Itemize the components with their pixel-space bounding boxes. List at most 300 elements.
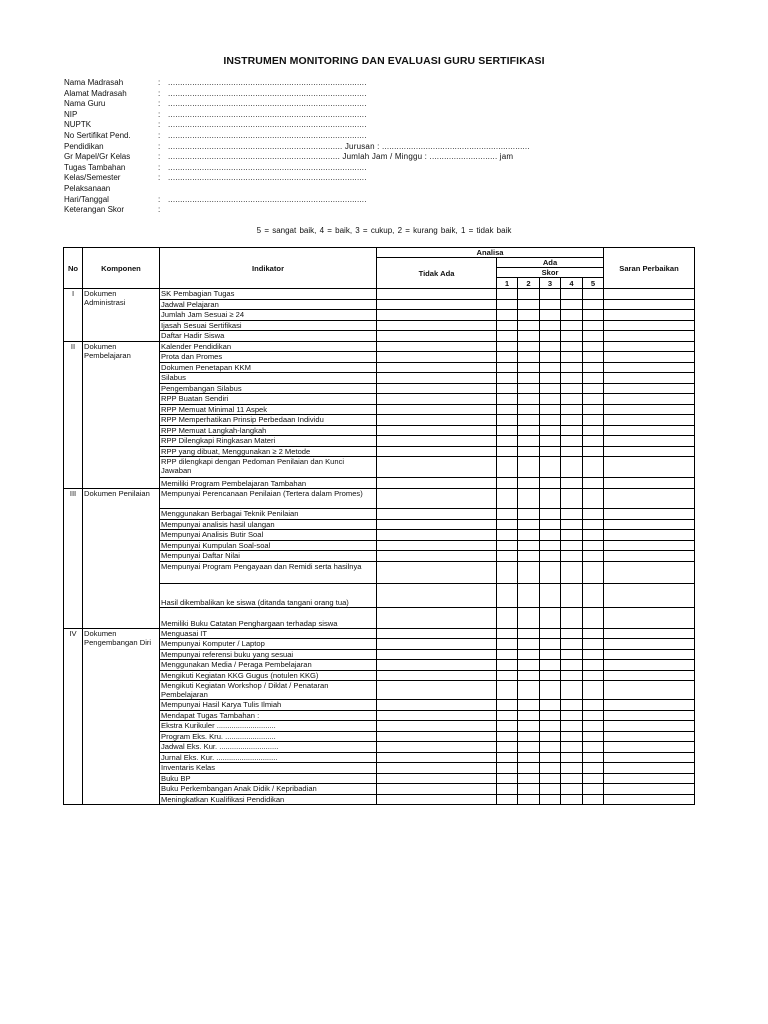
score-5-cell[interactable] — [583, 341, 604, 352]
score-4-cell[interactable] — [561, 331, 583, 342]
score-1-cell[interactable] — [497, 530, 518, 541]
score-2-cell[interactable] — [518, 352, 540, 363]
score-2-cell[interactable] — [518, 415, 540, 426]
tidak-ada-cell[interactable] — [377, 721, 497, 732]
score-4-cell[interactable] — [561, 752, 583, 763]
identity-value[interactable]: ....................................................................... Jumlah Jam / Minggu : ............................ jam — [168, 152, 514, 162]
saran-cell[interactable] — [604, 700, 695, 711]
saran-cell[interactable] — [604, 478, 695, 489]
identity-value[interactable]: .................................................................................. — [168, 130, 367, 140]
saran-cell[interactable] — [604, 436, 695, 447]
tidak-ada-cell[interactable] — [377, 289, 497, 300]
identity-value[interactable]: .................................................................................. — [168, 109, 367, 119]
score-5-cell[interactable] — [583, 310, 604, 321]
tidak-ada-cell[interactable] — [377, 320, 497, 331]
saran-cell[interactable] — [604, 373, 695, 384]
score-4-cell[interactable] — [561, 509, 583, 520]
score-1-cell[interactable] — [497, 731, 518, 742]
saran-cell[interactable] — [604, 383, 695, 394]
score-4-cell[interactable] — [561, 721, 583, 732]
score-1-cell[interactable] — [497, 681, 518, 700]
saran-cell[interactable] — [604, 446, 695, 457]
score-2-cell[interactable] — [518, 742, 540, 753]
score-4-cell[interactable] — [561, 425, 583, 436]
tidak-ada-cell[interactable] — [377, 436, 497, 447]
score-3-cell[interactable] — [540, 530, 561, 541]
score-3-cell[interactable] — [540, 509, 561, 520]
score-2-cell[interactable] — [518, 425, 540, 436]
score-2-cell[interactable] — [518, 784, 540, 795]
tidak-ada-cell[interactable] — [377, 639, 497, 650]
saran-cell[interactable] — [604, 404, 695, 415]
score-5-cell[interactable] — [583, 607, 604, 628]
tidak-ada-cell[interactable] — [377, 530, 497, 541]
score-5-cell[interactable] — [583, 489, 604, 509]
saran-cell[interactable] — [604, 773, 695, 784]
score-1-cell[interactable] — [497, 607, 518, 628]
score-3-cell[interactable] — [540, 551, 561, 562]
score-2-cell[interactable] — [518, 731, 540, 742]
saran-cell[interactable] — [604, 457, 695, 478]
score-2-cell[interactable] — [518, 519, 540, 530]
score-1-cell[interactable] — [497, 373, 518, 384]
score-5-cell[interactable] — [583, 436, 604, 447]
score-4-cell[interactable] — [561, 583, 583, 607]
score-3-cell[interactable] — [540, 649, 561, 660]
score-3-cell[interactable] — [540, 362, 561, 373]
score-4-cell[interactable] — [561, 457, 583, 478]
score-3-cell[interactable] — [540, 540, 561, 551]
score-1-cell[interactable] — [497, 446, 518, 457]
score-1-cell[interactable] — [497, 649, 518, 660]
score-5-cell[interactable] — [583, 530, 604, 541]
score-2-cell[interactable] — [518, 583, 540, 607]
tidak-ada-cell[interactable] — [377, 784, 497, 795]
score-2-cell[interactable] — [518, 540, 540, 551]
score-4-cell[interactable] — [561, 404, 583, 415]
identity-value[interactable]: .................................................................................. — [168, 88, 367, 98]
score-5-cell[interactable] — [583, 660, 604, 671]
score-2-cell[interactable] — [518, 794, 540, 805]
score-3-cell[interactable] — [540, 331, 561, 342]
tidak-ada-cell[interactable] — [377, 561, 497, 583]
score-3-cell[interactable] — [540, 415, 561, 426]
score-3-cell[interactable] — [540, 320, 561, 331]
score-1-cell[interactable] — [497, 404, 518, 415]
score-3-cell[interactable] — [540, 489, 561, 509]
score-1-cell[interactable] — [497, 540, 518, 551]
saran-cell[interactable] — [604, 681, 695, 700]
tidak-ada-cell[interactable] — [377, 607, 497, 628]
score-2-cell[interactable] — [518, 373, 540, 384]
score-2-cell[interactable] — [518, 628, 540, 639]
score-2-cell[interactable] — [518, 478, 540, 489]
saran-cell[interactable] — [604, 721, 695, 732]
score-4-cell[interactable] — [561, 639, 583, 650]
score-1-cell[interactable] — [497, 394, 518, 405]
score-1-cell[interactable] — [497, 660, 518, 671]
score-1-cell[interactable] — [497, 489, 518, 509]
score-1-cell[interactable] — [497, 752, 518, 763]
tidak-ada-cell[interactable] — [377, 509, 497, 520]
tidak-ada-cell[interactable] — [377, 583, 497, 607]
score-3-cell[interactable] — [540, 404, 561, 415]
score-3-cell[interactable] — [540, 425, 561, 436]
score-1-cell[interactable] — [497, 509, 518, 520]
score-1-cell[interactable] — [497, 457, 518, 478]
score-3-cell[interactable] — [540, 289, 561, 300]
score-3-cell[interactable] — [540, 731, 561, 742]
score-5-cell[interactable] — [583, 289, 604, 300]
identity-value[interactable]: ........................................................................ Jurusan : ............................................................. — [168, 141, 530, 151]
score-5-cell[interactable] — [583, 681, 604, 700]
score-3-cell[interactable] — [540, 721, 561, 732]
saran-cell[interactable] — [604, 341, 695, 352]
score-3-cell[interactable] — [540, 794, 561, 805]
score-2-cell[interactable] — [518, 383, 540, 394]
saran-cell[interactable] — [604, 742, 695, 753]
saran-cell[interactable] — [604, 425, 695, 436]
score-2-cell[interactable] — [518, 710, 540, 721]
tidak-ada-cell[interactable] — [377, 742, 497, 753]
score-5-cell[interactable] — [583, 331, 604, 342]
score-1-cell[interactable] — [497, 721, 518, 732]
tidak-ada-cell[interactable] — [377, 478, 497, 489]
score-3-cell[interactable] — [540, 660, 561, 671]
score-5-cell[interactable] — [583, 352, 604, 363]
score-4-cell[interactable] — [561, 660, 583, 671]
identity-value[interactable]: .................................................................................. — [168, 173, 367, 183]
score-1-cell[interactable] — [497, 478, 518, 489]
saran-cell[interactable] — [604, 320, 695, 331]
score-4-cell[interactable] — [561, 362, 583, 373]
saran-cell[interactable] — [604, 583, 695, 607]
score-4-cell[interactable] — [561, 415, 583, 426]
score-1-cell[interactable] — [497, 639, 518, 650]
identity-value[interactable]: .................................................................................. — [168, 194, 367, 204]
score-4-cell[interactable] — [561, 289, 583, 300]
score-1-cell[interactable] — [497, 794, 518, 805]
tidak-ada-cell[interactable] — [377, 710, 497, 721]
score-3-cell[interactable] — [540, 519, 561, 530]
score-2-cell[interactable] — [518, 394, 540, 405]
saran-cell[interactable] — [604, 415, 695, 426]
tidak-ada-cell[interactable] — [377, 773, 497, 784]
score-2-cell[interactable] — [518, 310, 540, 321]
saran-cell[interactable] — [604, 299, 695, 310]
score-2-cell[interactable] — [518, 530, 540, 541]
score-1-cell[interactable] — [497, 352, 518, 363]
score-4-cell[interactable] — [561, 649, 583, 660]
score-1-cell[interactable] — [497, 310, 518, 321]
score-2-cell[interactable] — [518, 773, 540, 784]
tidak-ada-cell[interactable] — [377, 670, 497, 681]
score-3-cell[interactable] — [540, 383, 561, 394]
score-5-cell[interactable] — [583, 794, 604, 805]
score-4-cell[interactable] — [561, 446, 583, 457]
score-2-cell[interactable] — [518, 457, 540, 478]
score-3-cell[interactable] — [540, 446, 561, 457]
saran-cell[interactable] — [604, 394, 695, 405]
saran-cell[interactable] — [604, 660, 695, 671]
saran-cell[interactable] — [604, 752, 695, 763]
score-2-cell[interactable] — [518, 341, 540, 352]
score-4-cell[interactable] — [561, 320, 583, 331]
score-5-cell[interactable] — [583, 639, 604, 650]
score-2-cell[interactable] — [518, 299, 540, 310]
score-2-cell[interactable] — [518, 752, 540, 763]
score-3-cell[interactable] — [540, 299, 561, 310]
score-2-cell[interactable] — [518, 446, 540, 457]
score-5-cell[interactable] — [583, 404, 604, 415]
score-5-cell[interactable] — [583, 628, 604, 639]
saran-cell[interactable] — [604, 551, 695, 562]
identity-value[interactable]: .................................................................................. — [168, 78, 367, 87]
tidak-ada-cell[interactable] — [377, 752, 497, 763]
score-5-cell[interactable] — [583, 478, 604, 489]
tidak-ada-cell[interactable] — [377, 763, 497, 774]
score-3-cell[interactable] — [540, 436, 561, 447]
score-5-cell[interactable] — [583, 299, 604, 310]
saran-cell[interactable] — [604, 331, 695, 342]
score-2-cell[interactable] — [518, 649, 540, 660]
tidak-ada-cell[interactable] — [377, 519, 497, 530]
score-4-cell[interactable] — [561, 700, 583, 711]
score-2-cell[interactable] — [518, 561, 540, 583]
score-5-cell[interactable] — [583, 551, 604, 562]
score-5-cell[interactable] — [583, 415, 604, 426]
score-5-cell[interactable] — [583, 446, 604, 457]
score-3-cell[interactable] — [540, 373, 561, 384]
score-2-cell[interactable] — [518, 607, 540, 628]
score-5-cell[interactable] — [583, 773, 604, 784]
score-1-cell[interactable] — [497, 425, 518, 436]
saran-cell[interactable] — [604, 731, 695, 742]
saran-cell[interactable] — [604, 710, 695, 721]
score-4-cell[interactable] — [561, 670, 583, 681]
score-4-cell[interactable] — [561, 784, 583, 795]
score-1-cell[interactable] — [497, 784, 518, 795]
saran-cell[interactable] — [604, 763, 695, 774]
score-4-cell[interactable] — [561, 310, 583, 321]
score-2-cell[interactable] — [518, 362, 540, 373]
tidak-ada-cell[interactable] — [377, 352, 497, 363]
score-5-cell[interactable] — [583, 731, 604, 742]
score-4-cell[interactable] — [561, 394, 583, 405]
score-5-cell[interactable] — [583, 509, 604, 520]
score-4-cell[interactable] — [561, 540, 583, 551]
score-1-cell[interactable] — [497, 320, 518, 331]
score-3-cell[interactable] — [540, 784, 561, 795]
score-5-cell[interactable] — [583, 649, 604, 660]
saran-cell[interactable] — [604, 519, 695, 530]
tidak-ada-cell[interactable] — [377, 681, 497, 700]
score-1-cell[interactable] — [497, 383, 518, 394]
score-2-cell[interactable] — [518, 763, 540, 774]
score-5-cell[interactable] — [583, 561, 604, 583]
saran-cell[interactable] — [604, 670, 695, 681]
score-1-cell[interactable] — [497, 670, 518, 681]
score-4-cell[interactable] — [561, 763, 583, 774]
score-4-cell[interactable] — [561, 628, 583, 639]
score-4-cell[interactable] — [561, 561, 583, 583]
tidak-ada-cell[interactable] — [377, 415, 497, 426]
identity-value[interactable]: .................................................................................. — [168, 162, 367, 172]
saran-cell[interactable] — [604, 607, 695, 628]
tidak-ada-cell[interactable] — [377, 310, 497, 321]
score-5-cell[interactable] — [583, 784, 604, 795]
identity-value[interactable] — [168, 205, 564, 216]
tidak-ada-cell[interactable] — [377, 540, 497, 551]
score-5-cell[interactable] — [583, 519, 604, 530]
tidak-ada-cell[interactable] — [377, 373, 497, 384]
score-5-cell[interactable] — [583, 373, 604, 384]
score-1-cell[interactable] — [497, 289, 518, 300]
score-4-cell[interactable] — [561, 773, 583, 784]
score-4-cell[interactable] — [561, 436, 583, 447]
score-1-cell[interactable] — [497, 742, 518, 753]
score-5-cell[interactable] — [583, 540, 604, 551]
score-3-cell[interactable] — [540, 773, 561, 784]
score-4-cell[interactable] — [561, 681, 583, 700]
score-1-cell[interactable] — [497, 331, 518, 342]
saran-cell[interactable] — [604, 530, 695, 541]
score-3-cell[interactable] — [540, 457, 561, 478]
saran-cell[interactable] — [604, 649, 695, 660]
saran-cell[interactable] — [604, 352, 695, 363]
score-2-cell[interactable] — [518, 660, 540, 671]
score-3-cell[interactable] — [540, 742, 561, 753]
score-2-cell[interactable] — [518, 721, 540, 732]
score-2-cell[interactable] — [518, 289, 540, 300]
score-3-cell[interactable] — [540, 394, 561, 405]
tidak-ada-cell[interactable] — [377, 299, 497, 310]
tidak-ada-cell[interactable] — [377, 446, 497, 457]
identity-value[interactable] — [168, 184, 564, 195]
score-4-cell[interactable] — [561, 710, 583, 721]
score-3-cell[interactable] — [540, 561, 561, 583]
score-1-cell[interactable] — [497, 763, 518, 774]
score-3-cell[interactable] — [540, 752, 561, 763]
tidak-ada-cell[interactable] — [377, 404, 497, 415]
score-4-cell[interactable] — [561, 742, 583, 753]
score-3-cell[interactable] — [540, 628, 561, 639]
saran-cell[interactable] — [604, 784, 695, 795]
saran-cell[interactable] — [604, 561, 695, 583]
score-5-cell[interactable] — [583, 710, 604, 721]
score-5-cell[interactable] — [583, 670, 604, 681]
score-1-cell[interactable] — [497, 628, 518, 639]
saran-cell[interactable] — [604, 310, 695, 321]
score-4-cell[interactable] — [561, 551, 583, 562]
score-5-cell[interactable] — [583, 362, 604, 373]
score-1-cell[interactable] — [497, 583, 518, 607]
score-2-cell[interactable] — [518, 331, 540, 342]
saran-cell[interactable] — [604, 489, 695, 509]
score-5-cell[interactable] — [583, 383, 604, 394]
score-3-cell[interactable] — [540, 763, 561, 774]
score-1-cell[interactable] — [497, 341, 518, 352]
score-5-cell[interactable] — [583, 457, 604, 478]
tidak-ada-cell[interactable] — [377, 660, 497, 671]
tidak-ada-cell[interactable] — [377, 331, 497, 342]
score-4-cell[interactable] — [561, 731, 583, 742]
score-5-cell[interactable] — [583, 721, 604, 732]
tidak-ada-cell[interactable] — [377, 394, 497, 405]
saran-cell[interactable] — [604, 628, 695, 639]
score-2-cell[interactable] — [518, 436, 540, 447]
tidak-ada-cell[interactable] — [377, 551, 497, 562]
tidak-ada-cell[interactable] — [377, 383, 497, 394]
score-5-cell[interactable] — [583, 583, 604, 607]
score-2-cell[interactable] — [518, 700, 540, 711]
saran-cell[interactable] — [604, 540, 695, 551]
score-2-cell[interactable] — [518, 681, 540, 700]
score-5-cell[interactable] — [583, 394, 604, 405]
score-1-cell[interactable] — [497, 362, 518, 373]
score-3-cell[interactable] — [540, 681, 561, 700]
score-4-cell[interactable] — [561, 478, 583, 489]
score-4-cell[interactable] — [561, 383, 583, 394]
score-1-cell[interactable] — [497, 700, 518, 711]
score-1-cell[interactable] — [497, 773, 518, 784]
saran-cell[interactable] — [604, 362, 695, 373]
score-4-cell[interactable] — [561, 341, 583, 352]
identity-value[interactable]: .................................................................................. — [168, 120, 367, 130]
score-3-cell[interactable] — [540, 310, 561, 321]
score-3-cell[interactable] — [540, 341, 561, 352]
score-2-cell[interactable] — [518, 404, 540, 415]
score-4-cell[interactable] — [561, 607, 583, 628]
score-3-cell[interactable] — [540, 700, 561, 711]
tidak-ada-cell[interactable] — [377, 489, 497, 509]
score-4-cell[interactable] — [561, 489, 583, 509]
saran-cell[interactable] — [604, 639, 695, 650]
score-1-cell[interactable] — [497, 436, 518, 447]
saran-cell[interactable] — [604, 289, 695, 300]
score-5-cell[interactable] — [583, 752, 604, 763]
score-5-cell[interactable] — [583, 320, 604, 331]
score-3-cell[interactable] — [540, 583, 561, 607]
score-1-cell[interactable] — [497, 299, 518, 310]
tidak-ada-cell[interactable] — [377, 649, 497, 660]
score-4-cell[interactable] — [561, 530, 583, 541]
score-4-cell[interactable] — [561, 352, 583, 363]
tidak-ada-cell[interactable] — [377, 700, 497, 711]
tidak-ada-cell[interactable] — [377, 425, 497, 436]
score-2-cell[interactable] — [518, 670, 540, 681]
tidak-ada-cell[interactable] — [377, 457, 497, 478]
score-4-cell[interactable] — [561, 794, 583, 805]
score-3-cell[interactable] — [540, 607, 561, 628]
score-2-cell[interactable] — [518, 639, 540, 650]
score-5-cell[interactable] — [583, 425, 604, 436]
score-1-cell[interactable] — [497, 551, 518, 562]
score-1-cell[interactable] — [497, 561, 518, 583]
saran-cell[interactable] — [604, 794, 695, 805]
tidak-ada-cell[interactable] — [377, 341, 497, 352]
score-3-cell[interactable] — [540, 670, 561, 681]
score-3-cell[interactable] — [540, 710, 561, 721]
score-2-cell[interactable] — [518, 509, 540, 520]
score-1-cell[interactable] — [497, 710, 518, 721]
score-2-cell[interactable] — [518, 551, 540, 562]
tidak-ada-cell[interactable] — [377, 628, 497, 639]
score-5-cell[interactable] — [583, 700, 604, 711]
score-4-cell[interactable] — [561, 299, 583, 310]
tidak-ada-cell[interactable] — [377, 362, 497, 373]
identity-value[interactable]: .................................................................................. — [168, 99, 367, 109]
